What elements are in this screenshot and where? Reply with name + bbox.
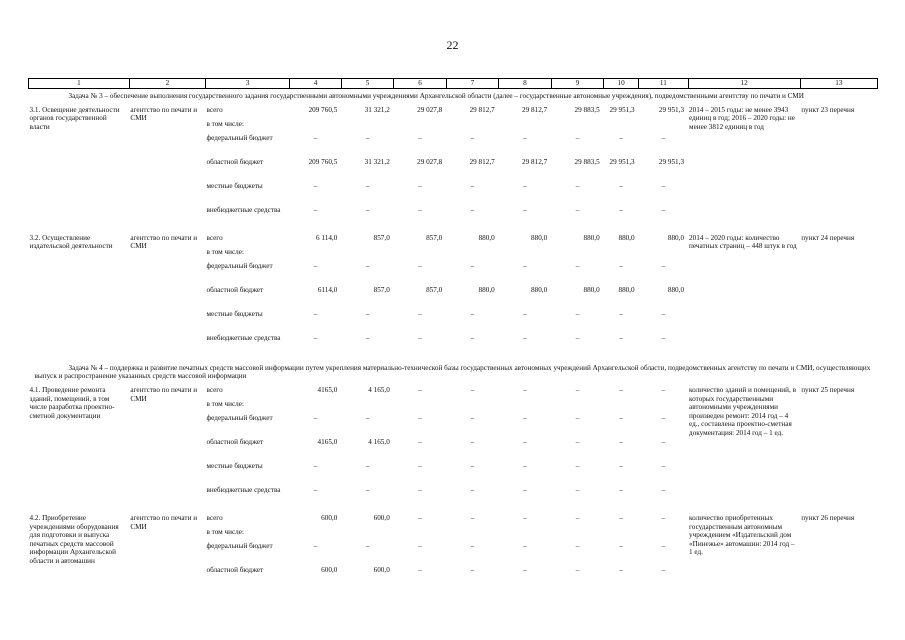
amount-cell: – [575,205,580,214]
amount-cell: – [365,205,370,214]
amount-cell: – [470,461,475,470]
expected-result: 2014 – 2015 годы: не менее 3943 единиц в год; 2016 – 2020 годы: не менее 3812 единиц в год [689,105,795,131]
amount-cell: 600,0 [373,513,390,522]
amount-cell [446,247,498,261]
amount-cell: 29 027,8 [417,105,443,114]
amount-cell: – [575,413,580,422]
task-heading [29,89,878,105]
amount-cell: – [418,413,422,422]
amount-cell: – [661,413,666,422]
amount-cell: – [523,513,527,522]
amount-cell: – [313,333,318,342]
amount-cell: – [470,309,475,318]
amount-cell: – [470,413,475,422]
amount-cell: – [418,461,422,470]
amount-cell: – [575,133,580,142]
funding-source: внебюджетные средства [206,333,281,342]
amount-cell: – [365,261,370,270]
amount-cell: – [418,565,422,574]
amount-cell: – [661,513,666,522]
amount-cell: – [661,261,666,270]
column-header-7: 7 [446,79,498,89]
list-reference: пункт 25 перечня [801,385,855,394]
amount-cell: – [418,485,422,494]
amount-cell [446,399,498,413]
amount-cell: – [523,181,527,190]
amount-cell: 29 951,3 [609,105,635,114]
funding-source: внебюджетные средства [206,205,281,214]
amount-cell: – [313,181,318,190]
column-header-2: 2 [129,79,205,89]
amount-cell: 29 883,5 [574,105,600,114]
expected-result: количество приобретенных государственным автономным учреждением «Издательский дом «Пинежье» автомашин: 2014 год – 1 ед. [689,513,795,557]
amount-cell: 29 951,3 [658,157,685,166]
amount-cell [551,247,603,261]
funding-source: в том числе: [206,247,244,256]
amount-cell: – [575,309,580,318]
amount-cell: – [313,309,318,318]
column-number-row [29,79,878,89]
amount-cell: – [575,181,580,190]
amount-cell [290,247,341,261]
amount-cell: – [619,485,623,494]
funding-source: в том числе: [206,119,244,128]
amount-cell [290,399,341,413]
column-header-13: 13 [800,79,877,89]
amount-cell: – [418,437,422,446]
amount-cell: 29 812,7 [469,157,495,166]
amount-cell: – [575,461,580,470]
activity-name: 4.1. Проведение ремонта зданий, помещений, в том числе разработка проектно-сметной документации [29,385,115,420]
funding-source: местные бюджеты [206,181,263,190]
task-heading-text: Задача № 4 – поддержка и развитие печатных средств массовой информации путем укрепления материально-технической базы государственных автономных учреждений Архангельской области, подведомственных агентству по печати и СМИ, осуществляющих выпуск и распространение указанных средств массовой информации [34,363,871,381]
amount-cell: – [523,309,527,318]
amount-cell: – [365,541,370,550]
amount-cell: – [313,261,318,270]
row-spacer [29,589,878,593]
table-row [29,233,878,247]
amount-cell: – [661,437,666,446]
amount-cell: 31 321,2 [364,157,390,166]
amount-cell: 31 321,2 [364,105,390,114]
amount-cell [499,399,551,413]
funding-source: местные бюджеты [206,309,263,318]
amount-cell: – [470,333,475,342]
amount-cell: – [661,205,666,214]
amount-cell: 4165,0 [317,437,338,446]
amount-cell: – [418,133,422,142]
amount-cell: – [619,437,623,446]
amount-cell [341,119,393,133]
amount-cell: 880,0 [583,233,600,242]
amount-cell: – [523,261,527,270]
amount-cell: – [661,565,666,574]
responsible-agency: агентство по печати и СМИ [130,513,198,531]
amount-cell [394,399,446,413]
amount-cell: – [313,461,318,470]
amount-cell: – [418,541,422,550]
amount-cell: 880,0 [478,233,495,242]
amount-cell [604,527,639,541]
amount-cell: – [523,205,527,214]
amount-cell: – [523,333,527,342]
task-heading-row [29,361,878,385]
responsible-agency: агентство по печати и СМИ [130,105,198,123]
amount-cell: – [313,413,318,422]
amount-cell: 209 760,5 [308,157,338,166]
amount-cell [446,119,498,133]
amount-cell: 209 760,5 [308,105,338,114]
amount-cell: – [619,309,623,318]
activity-name: 3.2. Осуществление издательской деятельности [29,233,113,251]
amount-cell [551,399,603,413]
amount-cell: 600,0 [373,565,390,574]
amount-cell: – [619,541,623,550]
amount-cell: 857,0 [426,285,443,294]
amount-cell: – [313,133,318,142]
amount-cell: 29 812,7 [522,105,548,114]
amount-cell: 29 951,3 [658,105,685,114]
amount-cell: – [619,565,623,574]
funding-source: федеральный бюджет [206,261,273,270]
funding-source: федеральный бюджет [206,541,273,550]
column-header-10: 10 [604,79,639,89]
amount-cell: – [365,413,370,422]
amount-cell: – [619,385,623,394]
table-row [29,385,878,399]
amount-cell: 880,0 [531,233,548,242]
task-heading [29,361,878,385]
amount-cell [290,527,341,541]
column-header-5: 5 [341,79,393,89]
column-header-6: 6 [394,79,446,89]
amount-cell: 880,0 [531,285,548,294]
column-header-11: 11 [639,79,688,89]
amount-cell: – [365,133,370,142]
amount-cell: – [619,205,623,214]
activity-name: 4.2. Приобретение учреждениями оборудования для подготовки и выпуска печатных средств массовой информации Архангельской области и автомашин [29,513,119,566]
amount-cell [499,247,551,261]
column-header-4: 4 [290,79,341,89]
amount-cell: – [523,437,527,446]
expected-result: 2014 – 2020 годы: количество печатных страниц – 448 штук в год [689,233,797,251]
amount-cell: – [365,309,370,318]
amount-cell: – [619,333,623,342]
amount-cell [341,247,393,261]
amount-cell: – [619,413,623,422]
amount-cell: – [470,565,475,574]
amount-cell: – [313,541,318,550]
amount-cell: – [661,541,666,550]
funding-source: всего [206,233,223,242]
column-header-3: 3 [205,79,289,89]
amount-cell: 600,0 [321,513,338,522]
amount-cell [604,399,639,413]
column-header-9: 9 [551,79,603,89]
amount-cell: – [619,513,623,522]
amount-cell: 880,0 [667,233,685,242]
amount-cell: 4 165,0 [368,385,390,394]
amount-cell: – [575,261,580,270]
amount-cell: 880,0 [583,285,600,294]
funding-source: областной бюджет [206,285,264,294]
amount-cell [446,527,498,541]
amount-cell: 29 812,7 [522,157,548,166]
amount-cell: – [575,437,580,446]
funding-source: областной бюджет [206,565,264,574]
amount-cell: – [661,485,666,494]
amount-cell: – [418,385,422,394]
amount-cell: – [575,385,580,394]
expected-result: количество зданий и помещений, в которых государственными автономными учреждениями произведен ремонт: 2014 год – 4 ед., составлена проектно-сметная документация: 2014 год – 1 ед. [689,385,796,438]
amount-cell: – [619,261,623,270]
amount-cell [394,247,446,261]
amount-cell: – [661,181,666,190]
amount-cell: – [365,181,370,190]
amount-cell: – [418,205,422,214]
amount-cell: 6114,0 [317,285,338,294]
amount-cell [499,119,551,133]
amount-cell [551,527,603,541]
list-reference: пункт 26 перечня [801,513,855,522]
amount-cell [604,119,639,133]
amount-cell: – [619,181,623,190]
amount-cell: 4 165,0 [368,437,390,446]
amount-cell [499,527,551,541]
amount-cell [394,119,446,133]
amount-cell: – [418,181,422,190]
amount-cell: – [470,541,475,550]
page-number: 22 [446,38,459,52]
column-header-8: 8 [499,79,551,89]
amount-cell: – [661,333,666,342]
amount-cell: – [523,413,527,422]
table-row [29,513,878,527]
amount-cell: – [661,309,666,318]
amount-cell: – [470,205,475,214]
column-header-1: 1 [29,79,130,89]
spacer-cell [29,589,878,593]
amount-cell: – [470,133,475,142]
funding-source: всего [206,513,223,522]
amount-cell: – [418,333,422,342]
amount-cell: – [418,261,422,270]
amount-cell [639,119,688,133]
amount-cell: – [470,261,475,270]
amount-cell: 29 883,5 [574,157,600,166]
amount-cell: 880,0 [618,233,635,242]
amount-cell: – [523,485,527,494]
activity-name: 3.1. Освещение деятельности органов государственной власти [29,105,120,131]
amount-cell: 880,0 [667,285,685,294]
amount-cell: – [365,333,370,342]
table-row [29,105,878,119]
amount-cell: – [523,385,527,394]
amount-cell [639,399,688,413]
amount-cell: – [575,513,580,522]
funding-source: всего [206,105,223,114]
amount-cell: 29 812,7 [469,105,495,114]
amount-cell: – [470,513,475,522]
amount-cell: – [661,385,666,394]
amount-cell: – [575,485,580,494]
amount-cell: – [661,461,666,470]
amount-cell: 880,0 [478,285,495,294]
funding-source: федеральный бюджет [206,413,273,422]
amount-cell: – [619,133,623,142]
amount-cell: 600,0 [321,565,338,574]
funding-source: внебюджетные средства [206,485,281,494]
amount-cell [341,527,393,541]
amount-cell: 880,0 [618,285,635,294]
amount-cell: – [365,461,370,470]
amount-cell [639,247,688,261]
amount-cell: – [661,133,666,142]
amount-cell: – [575,565,580,574]
funding-source: всего [206,385,223,394]
amount-cell: – [575,333,580,342]
amount-cell: – [575,541,580,550]
amount-cell: – [313,205,318,214]
amount-cell: 857,0 [373,285,390,294]
list-reference: пункт 24 перечня [801,233,855,242]
amount-cell: 29 027,8 [417,157,443,166]
funding-source: областной бюджет [206,157,264,166]
amount-cell [394,527,446,541]
funding-source: в том числе: [206,399,244,408]
amount-cell: – [523,133,527,142]
funding-source: местные бюджеты [206,461,263,470]
amount-cell: – [523,461,527,470]
amount-cell: 857,0 [373,233,390,242]
program-table [28,78,878,593]
amount-cell: – [470,385,475,394]
amount-cell: – [418,513,422,522]
funding-source: в том числе: [206,527,244,536]
list-reference: пункт 23 перечня [801,105,855,114]
amount-cell: 6 114,0 [316,233,338,242]
funding-source: федеральный бюджет [206,133,273,142]
amount-cell: – [313,485,318,494]
amount-cell: 4165,0 [317,385,338,394]
amount-cell: – [523,541,527,550]
amount-cell: – [523,565,527,574]
amount-cell [290,119,341,133]
amount-cell [341,399,393,413]
funding-source: областной бюджет [206,437,264,446]
responsible-agency: агентство по печати и СМИ [130,233,198,251]
amount-cell [551,119,603,133]
responsible-agency: агентство по печати и СМИ [130,385,198,403]
column-header-12: 12 [688,79,800,89]
amount-cell: – [470,485,475,494]
task-heading-text: Задача № 3 – обеспечение выполнения государственного задания государственными автономными учреждениями Архангельской области (далее – государственные автономные учреждения), подведомственными агентству по печати и СМИ [68,92,804,100]
amount-cell: – [470,181,475,190]
amount-cell: – [619,461,623,470]
amount-cell: 29 951,3 [609,157,635,166]
amount-cell: – [418,309,422,318]
amount-cell [604,247,639,261]
amount-cell: – [365,485,370,494]
task-heading-row [29,89,878,105]
amount-cell: 857,0 [426,233,443,242]
amount-cell: – [470,437,475,446]
amount-cell [639,527,688,541]
